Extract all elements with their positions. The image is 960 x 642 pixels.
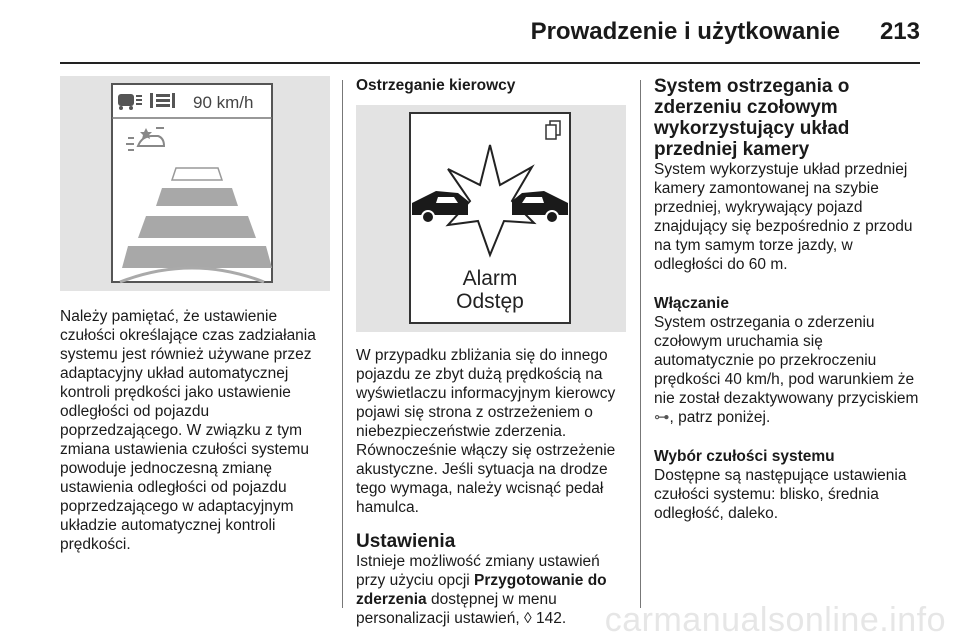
sensitivity-heading: Wybór czułości systemu <box>654 448 835 465</box>
page-ref-number: 142. <box>531 610 567 627</box>
column-divider-1 <box>342 80 343 608</box>
speed-readout: 90 km/h <box>193 93 254 112</box>
collision-prep-option: Przygotowanie do zderzenia <box>356 572 607 608</box>
page-ref-icon: ◊ <box>524 610 532 627</box>
column-2 <box>356 76 626 628</box>
settings-text <box>356 552 626 628</box>
fcw-button-icon: ⊶ <box>654 409 670 426</box>
activation-heading: Włączanie <box>654 295 729 312</box>
column-divider-2 <box>640 80 641 608</box>
sensitivity-options-text: Dostępne są następujące ustawienia czułości systemu: blisko, średnia odległość, daleko. <box>654 467 907 522</box>
column-1 <box>60 76 330 554</box>
settings-text-part-2: dostępnej w menu personalizacji ustawień, <box>356 591 557 627</box>
fcw-intro-text: System wykorzystuje układ przedniej kamery zamontowanej na szybie przedniej, wykrywający pojazd znajdujący się bezpośrednio z przodu na tym samym torze jazdy, w odległości do 60 m. <box>654 161 913 273</box>
gap-label: Odstęp <box>456 290 524 313</box>
activation-text-part-2: , patrz poniżej. <box>669 409 771 426</box>
settings-heading: Ustawienia <box>356 531 456 552</box>
acc-display-svg <box>60 76 330 291</box>
page-header <box>0 0 960 60</box>
header-title: Prowadzenie i użytkowanie <box>530 18 840 45</box>
activation-text <box>654 313 924 427</box>
collision-warning-illustration <box>356 105 626 332</box>
collision-warning-svg <box>356 105 626 332</box>
sensitivity-note: Należy pamiętać, że ustawienie czułości określające czas zadziałania systemu jest również używane przez adaptacyjny układ automatycznej kontroli prędkości jako ustawienie odległości od pojazdu poprzedzającego. W związku z tym zmiana ustawienia czułości systemu powoduje jednoczesną zmianę ustawienia odległości od pojazdu poprzedzającego w adaptacyjnym układzie automatycznej kontroli prędkości. <box>60 308 316 553</box>
activation-text-part-1: System ostrzegania o zderzeniu czołowym uruchamia się automatycznie po przekroczeniu prędkości 40 km/h, pod warunkiem że nie został dezaktywowany przyciskiem <box>654 314 919 407</box>
page-number: 213 <box>879 18 920 45</box>
fcw-camera-heading: System ostrzegania o zderzeniu czołowym wykorzystujący układ przedniej kamery <box>654 76 850 160</box>
driver-warning-text: W przypadku zbliżania się do innego pojazdu ze zbyt dużą prędkością na wyświetlaczu informacyjnym kierowcy pojawi się strona z ostrzeżeniem o niebezpieczeństwie zderzenia. Równocześnie włączy się ostrzeżenie akustyczne. Jeśli sytuacja na drodze tego wymaga, należy wcisnąć pedał hamulca. <box>356 347 616 516</box>
acc-display-illustration <box>60 76 330 291</box>
site-watermark: carmanualsonline.info <box>604 601 946 639</box>
driver-warning-heading: Ostrzeganie kierowcy <box>356 77 516 94</box>
header-rule <box>60 62 920 64</box>
alarm-label: Alarm <box>462 267 518 290</box>
settings-text-part-1: Istnieje możliwość zmiany ustawień przy użyciu opcji <box>356 553 600 589</box>
column-3 <box>654 76 924 523</box>
